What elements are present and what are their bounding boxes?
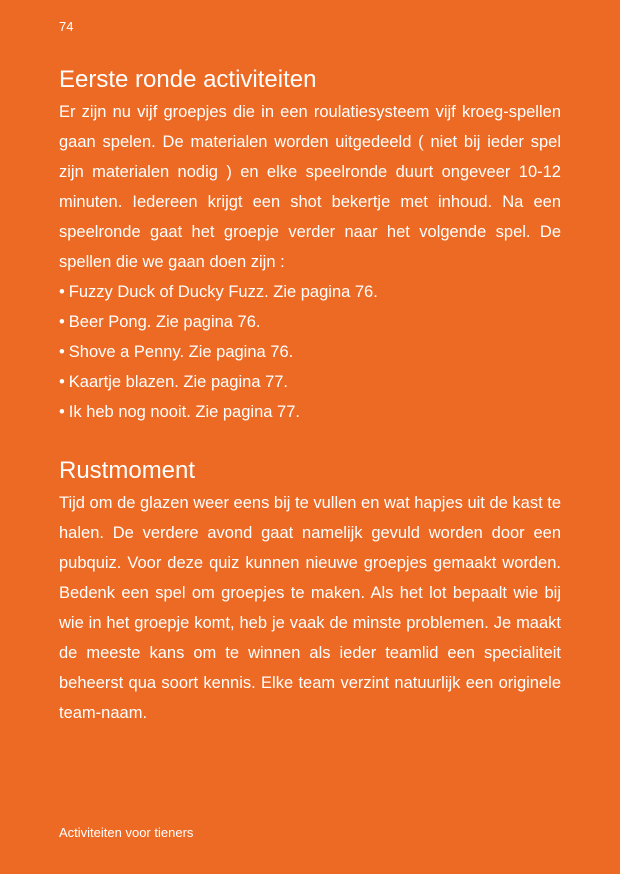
game-list xyxy=(59,277,561,427)
list-item: • Fuzzy Duck of Ducky Fuzz. Zie pagina 76. xyxy=(59,277,561,307)
list-item: • Shove a Penny. Zie pagina 76. xyxy=(59,337,561,367)
section-rustmoment xyxy=(59,454,561,728)
section-paragraph: Tijd om de glazen weer eens bij te vullen en wat hapjes uit de kast te halen. De verdere avond gaat namelijk gevuld worden door een pubquiz. Voor deze quiz kunnen nieuwe groepjes gemaakt worden. Bedenk een spel om groepjes te maken. Als het lot bepaalt wie bij wie in het groepje komt, heb je vaak de minste problemen. Je maakt de meeste kans om te winnen als ieder teamlid een specialiteit beheerst qua soort kennis. Elke team verzint natuurlijk een originele team-naam. xyxy=(59,494,562,722)
list-item: • Kaartje blazen. Zie pagina 77. xyxy=(59,367,561,397)
section-heading: Eerste ronde activiteiten xyxy=(59,66,317,93)
page-content xyxy=(59,63,561,728)
footer-title: Activiteiten voor tieners xyxy=(59,825,194,840)
list-item: • Beer Pong. Zie pagina 76. xyxy=(59,307,561,337)
list-item: • Ik heb nog nooit. Zie pagina 77. xyxy=(59,397,561,427)
section-heading: Rustmoment xyxy=(59,457,196,484)
section-paragraph: Er zijn nu vijf groepjes die in een roulatiesysteem vijf kroeg-spellen gaan spelen. De materialen worden uitgedeeld ( niet bij ieder spel zijn materialen nodig ) en elke speelronde duurt ongeveer 10-12 minuten. Iedereen krijgt een shot bekertje met inhoud. Na een speelronde gaat het groepje verder naar het volgende spel. De spellen die we gaan doen zijn : xyxy=(59,103,561,271)
section-eerste-ronde xyxy=(59,63,561,427)
page-number: 74 xyxy=(59,19,74,34)
